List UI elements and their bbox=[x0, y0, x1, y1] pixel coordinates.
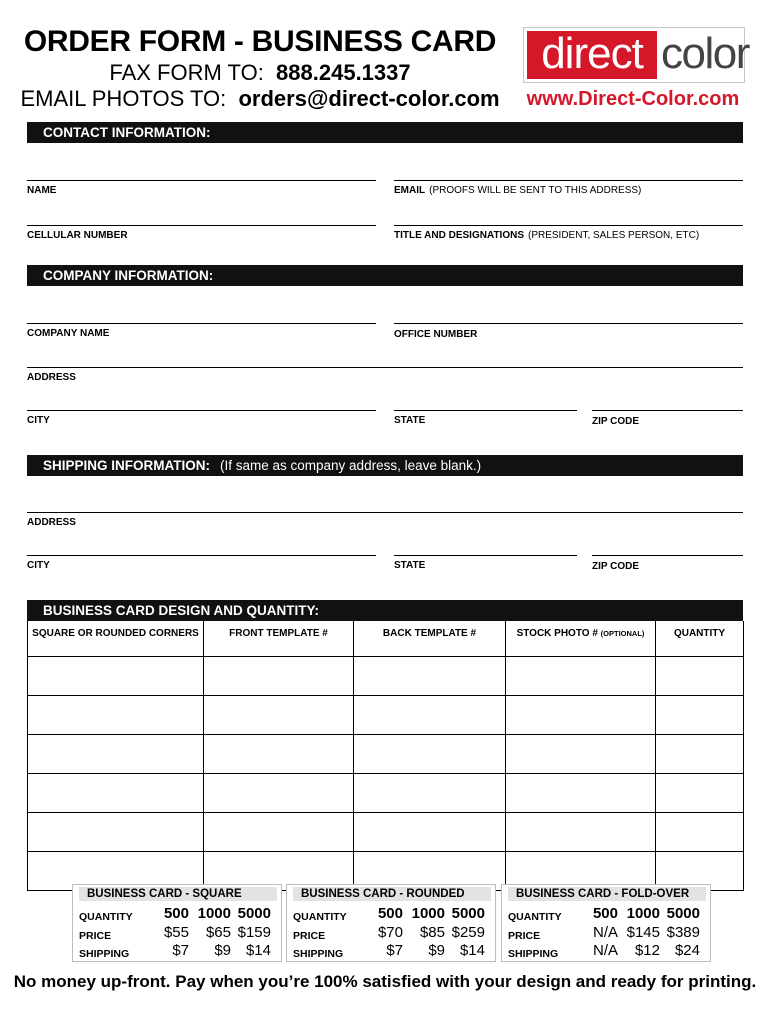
price-value: $159 bbox=[237, 924, 271, 941]
quantity-value: 5000 bbox=[666, 905, 700, 922]
fax-number: 888.245.1337 bbox=[276, 60, 411, 85]
company-address-label: ADDRESS bbox=[27, 372, 76, 383]
price-box-fold-over bbox=[501, 884, 711, 962]
price-box-title: BUSINESS CARD - FOLD-OVER bbox=[508, 887, 706, 901]
table-cell[interactable] bbox=[656, 735, 744, 774]
table-row bbox=[28, 774, 744, 813]
cellular-field[interactable] bbox=[27, 225, 376, 226]
table-row bbox=[28, 657, 744, 696]
price-value: $145 bbox=[626, 924, 660, 941]
price-label: PRICE bbox=[79, 930, 112, 942]
price-value: N/A bbox=[592, 924, 618, 941]
column-header-corners: SQUARE OR ROUNDED CORNERS bbox=[28, 621, 204, 657]
table-cell[interactable] bbox=[354, 774, 506, 813]
column-header-front-template: FRONT TEMPLATE # bbox=[204, 621, 354, 657]
quantity-value: 5000 bbox=[237, 905, 271, 922]
shipping-price-label: SHIPPING bbox=[293, 948, 344, 960]
shipping-value: $7 bbox=[386, 942, 403, 959]
title-field[interactable] bbox=[394, 225, 743, 226]
title-field-label: TITLE AND DESIGNATIONS (PRESIDENT, SALES PERSON, ETC) bbox=[394, 230, 700, 241]
company-address-field[interactable] bbox=[27, 367, 743, 368]
table-cell[interactable] bbox=[656, 774, 744, 813]
company-heading: COMPANY INFORMATION: bbox=[43, 268, 214, 283]
company-name-label: COMPANY NAME bbox=[27, 328, 110, 339]
table-cell[interactable] bbox=[354, 813, 506, 852]
table-cell[interactable] bbox=[28, 735, 204, 774]
shipping-value: $24 bbox=[674, 942, 700, 959]
email-note: (PROOFS WILL BE SENT TO THIS ADDRESS) bbox=[429, 185, 642, 196]
price-value: $55 bbox=[163, 924, 189, 941]
table-cell[interactable] bbox=[204, 696, 354, 735]
table-cell[interactable] bbox=[656, 657, 744, 696]
quantity-label: QUANTITY bbox=[79, 911, 133, 923]
column-header-back-template: BACK TEMPLATE # bbox=[354, 621, 506, 657]
shipping-note: (If same as company address, leave blank.) bbox=[220, 458, 482, 473]
company-state-label: STATE bbox=[394, 415, 426, 426]
table-cell[interactable] bbox=[28, 774, 204, 813]
table-cell[interactable] bbox=[354, 657, 506, 696]
table-cell[interactable] bbox=[204, 735, 354, 774]
table-cell[interactable] bbox=[656, 696, 744, 735]
shipping-value: $9 bbox=[214, 942, 231, 959]
shipping-value: N/A bbox=[592, 942, 618, 959]
shipping-value: $14 bbox=[459, 942, 485, 959]
price-value: $389 bbox=[666, 924, 700, 941]
form-title: ORDER FORM - BUSINESS CARD bbox=[23, 25, 497, 58]
quantity-value: 1000 bbox=[626, 905, 660, 922]
column-header-stock-photo: STOCK PHOTO # (OPTIONAL) bbox=[506, 621, 656, 657]
fax-line bbox=[0, 60, 520, 86]
cellular-label: CELLULAR NUMBER bbox=[27, 230, 128, 241]
company-state-field[interactable] bbox=[394, 410, 577, 411]
quantity-label: QUANTITY bbox=[508, 911, 562, 923]
shipping-value: $14 bbox=[245, 942, 271, 959]
company-zip-label: ZIP CODE bbox=[592, 416, 640, 427]
email-label: EMAIL PHOTOS TO: bbox=[20, 86, 227, 111]
quantity-value: 500 bbox=[377, 905, 403, 922]
table-cell[interactable] bbox=[28, 657, 204, 696]
contact-heading: CONTACT INFORMATION: bbox=[43, 125, 211, 140]
email-line bbox=[0, 86, 520, 112]
fax-label: FAX FORM TO: bbox=[109, 60, 264, 85]
shipping-value: $9 bbox=[428, 942, 445, 959]
shipping-city-label: CITY bbox=[27, 560, 50, 571]
quantity-value: 1000 bbox=[411, 905, 445, 922]
quantity-value: 500 bbox=[163, 905, 189, 922]
table-cell[interactable] bbox=[506, 657, 656, 696]
price-box-square bbox=[72, 884, 282, 962]
table-cell[interactable] bbox=[506, 696, 656, 735]
quantity-label: QUANTITY bbox=[293, 911, 347, 923]
table-row bbox=[28, 696, 744, 735]
company-zip-field[interactable] bbox=[592, 410, 743, 411]
shipping-city-field[interactable] bbox=[27, 555, 376, 556]
price-box-rounded bbox=[286, 884, 496, 962]
website-link[interactable]: www.Direct-Color.com bbox=[526, 88, 740, 110]
table-cell[interactable] bbox=[204, 657, 354, 696]
shipping-heading: SHIPPING INFORMATION: bbox=[43, 458, 210, 473]
logo-color: color bbox=[661, 29, 749, 78]
shipping-value: $12 bbox=[634, 942, 660, 959]
quantity-value: 500 bbox=[592, 905, 618, 922]
name-field[interactable] bbox=[27, 180, 376, 181]
shipping-address-field[interactable] bbox=[27, 512, 743, 513]
logo-direct: direct bbox=[527, 31, 657, 79]
table-cell[interactable] bbox=[354, 696, 506, 735]
company-section-bar bbox=[27, 265, 743, 286]
shipping-zip-label: ZIP CODE bbox=[592, 561, 640, 572]
table-row bbox=[28, 813, 744, 852]
title-note: (PRESIDENT, SALES PERSON, ETC) bbox=[528, 230, 700, 241]
email-field-label: EMAIL (PROOFS WILL BE SENT TO THIS ADDRESS) bbox=[394, 185, 642, 196]
design-heading: BUSINESS CARD DESIGN AND QUANTITY: bbox=[43, 603, 320, 618]
price-label: PRICE bbox=[508, 930, 541, 942]
price-value: $70 bbox=[377, 924, 403, 941]
table-cell[interactable] bbox=[28, 696, 204, 735]
shipping-price-label: SHIPPING bbox=[79, 948, 130, 960]
company-city-field[interactable] bbox=[27, 410, 376, 411]
price-value: $65 bbox=[205, 924, 231, 941]
shipping-value: $7 bbox=[172, 942, 189, 959]
price-value: $259 bbox=[451, 924, 485, 941]
table-cell[interactable] bbox=[28, 813, 204, 852]
email-address[interactable]: orders@direct-color.com bbox=[238, 86, 500, 111]
shipping-price-label: SHIPPING bbox=[508, 948, 559, 960]
quantity-value: 5000 bbox=[451, 905, 485, 922]
office-number-field[interactable] bbox=[394, 323, 743, 324]
contact-section-bar bbox=[27, 122, 743, 143]
price-value: $85 bbox=[419, 924, 445, 941]
quantity-value: 1000 bbox=[197, 905, 231, 922]
table-cell[interactable] bbox=[204, 813, 354, 852]
name-label: NAME bbox=[27, 185, 57, 196]
email-field[interactable] bbox=[394, 180, 743, 181]
table-cell[interactable] bbox=[204, 774, 354, 813]
table-cell[interactable] bbox=[656, 813, 744, 852]
table-cell[interactable] bbox=[506, 774, 656, 813]
stock-photo-optional-note: (OPTIONAL) bbox=[600, 629, 645, 638]
price-box-title: BUSINESS CARD - ROUNDED bbox=[293, 887, 491, 901]
design-section-bar bbox=[27, 600, 743, 621]
footer-note: No money up-front. Pay when you’re 100% satisfied with your design and ready for printing. bbox=[13, 972, 757, 991]
shipping-address-label: ADDRESS bbox=[27, 517, 76, 528]
table-row bbox=[28, 735, 744, 774]
shipping-section-bar bbox=[27, 455, 743, 476]
table-cell[interactable] bbox=[354, 735, 506, 774]
table-cell[interactable] bbox=[506, 735, 656, 774]
column-header-quantity: QUANTITY bbox=[656, 621, 744, 657]
price-label: PRICE bbox=[293, 930, 326, 942]
office-number-label: OFFICE NUMBER bbox=[394, 329, 478, 340]
direct-color-logo bbox=[523, 27, 749, 83]
shipping-state-label: STATE bbox=[394, 560, 426, 571]
table-cell[interactable] bbox=[506, 813, 656, 852]
company-city-label: CITY bbox=[27, 415, 50, 426]
design-quantity-table bbox=[27, 621, 744, 891]
shipping-zip-field[interactable] bbox=[592, 555, 743, 556]
company-name-field[interactable] bbox=[27, 323, 376, 324]
shipping-state-field[interactable] bbox=[394, 555, 577, 556]
price-box-title: BUSINESS CARD - SQUARE bbox=[79, 887, 277, 901]
